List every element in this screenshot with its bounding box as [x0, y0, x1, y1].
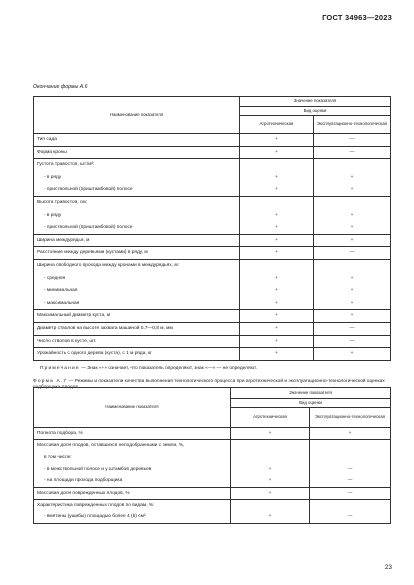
row-expl-mark — [314, 159, 391, 172]
row-agro-mark: + — [240, 322, 314, 335]
row-name: - приствольной (приштамбовой) полосе — [34, 222, 240, 235]
row-name: - вмятины (ушибы) площадью более 4 (5) см² — [34, 512, 231, 524]
row-expl-mark: — — [310, 464, 391, 476]
row-agro-mark: + — [240, 272, 314, 285]
table-row — [34, 335, 391, 348]
row-expl-mark: — — [310, 476, 391, 488]
row-expl-mark: + — [314, 171, 391, 184]
row-expl-mark: — — [310, 488, 391, 500]
row-name: - средняя — [34, 272, 240, 285]
form-a7-table — [33, 387, 391, 524]
header-kind: Вид оценки — [240, 107, 391, 116]
row-expl-mark: — — [314, 134, 391, 147]
row-name: - минимальная — [34, 285, 240, 298]
row-expl-mark: — — [314, 322, 391, 335]
table-row — [34, 159, 391, 172]
header-name-col: Наименование показателя — [34, 97, 240, 134]
row-name: - максимальная — [34, 297, 240, 310]
row-agro-mark: + — [240, 234, 314, 247]
table-row — [34, 310, 391, 323]
table-row — [34, 428, 391, 440]
row-agro-mark: + — [240, 297, 314, 310]
table-row — [34, 222, 391, 235]
row-agro-mark: + — [231, 428, 310, 440]
table-row — [34, 196, 391, 209]
row-name: Характеристика поврежденных плодов по видам, %: — [34, 500, 231, 512]
row-name: Урожайность с одного дерева (куста), с 1 м ряда, кг — [34, 348, 240, 361]
row-name: Число стволов в кусте, шт. — [34, 335, 240, 348]
row-name: Максимальный диаметр куста, м — [34, 310, 240, 323]
note-text: — Знак «+» означает, что показатель определяют, знак «—» — не определяют. — [79, 366, 258, 371]
form-a7-body — [34, 388, 391, 524]
row-name: - приствольной (приштамбовой) полосе — [34, 184, 240, 197]
row-agro-mark: + — [240, 171, 314, 184]
row-agro-mark: + — [240, 247, 314, 260]
standard-number: ГОСТ 34963—2023 — [322, 13, 392, 22]
row-expl-mark: — — [310, 512, 391, 524]
table-row — [34, 452, 391, 464]
table-row — [34, 171, 391, 184]
header-agro: Агротехническая — [240, 116, 314, 134]
row-agro-mark: + — [231, 476, 310, 488]
row-expl-mark: — — [314, 146, 391, 159]
table-row — [34, 322, 391, 335]
row-name: Форма кроны — [34, 146, 240, 159]
row-agro-mark: + — [231, 464, 310, 476]
table-row — [34, 184, 391, 197]
row-agro-mark — [240, 196, 314, 209]
row-name: в том числе: — [34, 452, 231, 464]
row-agro-mark: + — [240, 285, 314, 298]
row-agro-mark: + — [240, 310, 314, 323]
row-name: Густота травостоя, шт./м²: — [34, 159, 240, 172]
form-caption: Окончание формы А.6 — [33, 84, 88, 90]
table-row — [34, 247, 391, 260]
row-agro-mark: + — [240, 184, 314, 197]
row-agro-mark: + — [240, 335, 314, 348]
row-expl-mark: + — [314, 310, 391, 323]
row-agro-mark: + — [240, 222, 314, 235]
header-expl: Эксплуатационно-технологическая — [310, 408, 391, 428]
row-expl-mark: + — [314, 348, 391, 361]
row-expl-mark — [310, 500, 391, 512]
page-number: 23 — [384, 564, 392, 571]
row-name: - в межствольной полосе и у штамбов деревьев — [34, 464, 231, 476]
row-expl-mark: + — [314, 222, 391, 235]
row-expl-mark — [310, 440, 391, 452]
table-row — [34, 476, 391, 488]
row-name: Массовая доля плодов, оставшихся неподобранными с земли, %, — [34, 440, 231, 452]
row-expl-mark: + — [314, 272, 391, 285]
row-agro-mark — [231, 440, 310, 452]
table-row — [34, 285, 391, 298]
row-expl-mark — [314, 259, 391, 272]
row-expl-mark: + — [314, 297, 391, 310]
table-row — [34, 209, 391, 222]
row-agro-mark: + — [231, 488, 310, 500]
row-name: Ширина междурядья, м — [34, 234, 240, 247]
row-name: Ширина свободного прохода между кронами в междурядьях, м: — [34, 259, 240, 272]
table-row — [34, 488, 391, 500]
row-agro-mark: + — [240, 348, 314, 361]
row-name: - на площади прохода подборщика — [34, 476, 231, 488]
header-name-col: Наименование показателя — [34, 388, 231, 428]
row-name: - в ряду — [34, 209, 240, 222]
row-name: Полнота подбора, % — [34, 428, 231, 440]
header-expl: Эксплуатационно-технологическая — [314, 116, 391, 134]
row-expl-mark: + — [314, 234, 391, 247]
table-row — [34, 272, 391, 285]
table-row — [34, 234, 391, 247]
row-name: Массовая доля поврежденных плодов, % — [34, 488, 231, 500]
header-kind: Вид оценки — [231, 399, 391, 408]
form-a7-label: Форма А.7 — [33, 379, 68, 384]
note-label: Примечание — [40, 366, 80, 371]
row-name: Расстояние между деревьями (кустами) в ряду, м — [34, 247, 240, 260]
row-expl-mark — [310, 452, 391, 464]
row-expl-mark: + — [314, 184, 391, 197]
row-expl-mark: — — [314, 247, 391, 260]
table-row — [34, 512, 391, 524]
row-expl-mark: + — [310, 428, 391, 440]
form-a7-title-text: — Режимы и показатели качества выполнения технологического процесса при агротехнической и эксплуатационно-технологической оценках подборщика плодов — [33, 379, 385, 391]
header-values: Значение показателя — [240, 97, 391, 107]
header-values: Значение показателя — [231, 388, 391, 399]
row-agro-mark — [231, 500, 310, 512]
row-expl-mark: + — [314, 209, 391, 222]
row-name: Тип сада — [34, 134, 240, 147]
row-expl-mark: — — [314, 335, 391, 348]
header-agro: Агротехническая — [231, 408, 310, 428]
row-agro-mark — [240, 159, 314, 172]
table-row — [34, 146, 391, 159]
table-row — [34, 134, 391, 147]
row-agro-mark: + — [240, 134, 314, 147]
form-a6-body — [34, 97, 391, 361]
row-agro-mark — [240, 259, 314, 272]
row-agro-mark — [231, 452, 310, 464]
table-row — [34, 500, 391, 512]
form-a6-table — [33, 96, 391, 361]
row-agro-mark: + — [231, 512, 310, 524]
row-agro-mark: + — [240, 146, 314, 159]
row-name: Диаметр стволов на высоте захвата машиной 0,7—0,8 м, мм — [34, 322, 240, 335]
row-name: Высота травостоя, см: — [34, 196, 240, 209]
row-expl-mark: + — [314, 285, 391, 298]
table-row — [34, 464, 391, 476]
table-row — [34, 259, 391, 272]
row-name: - в ряду — [34, 171, 240, 184]
table-row — [34, 297, 391, 310]
row-agro-mark: + — [240, 209, 314, 222]
table-note — [40, 366, 257, 371]
row-expl-mark — [314, 196, 391, 209]
table-row — [34, 440, 391, 452]
table-row — [34, 348, 391, 361]
